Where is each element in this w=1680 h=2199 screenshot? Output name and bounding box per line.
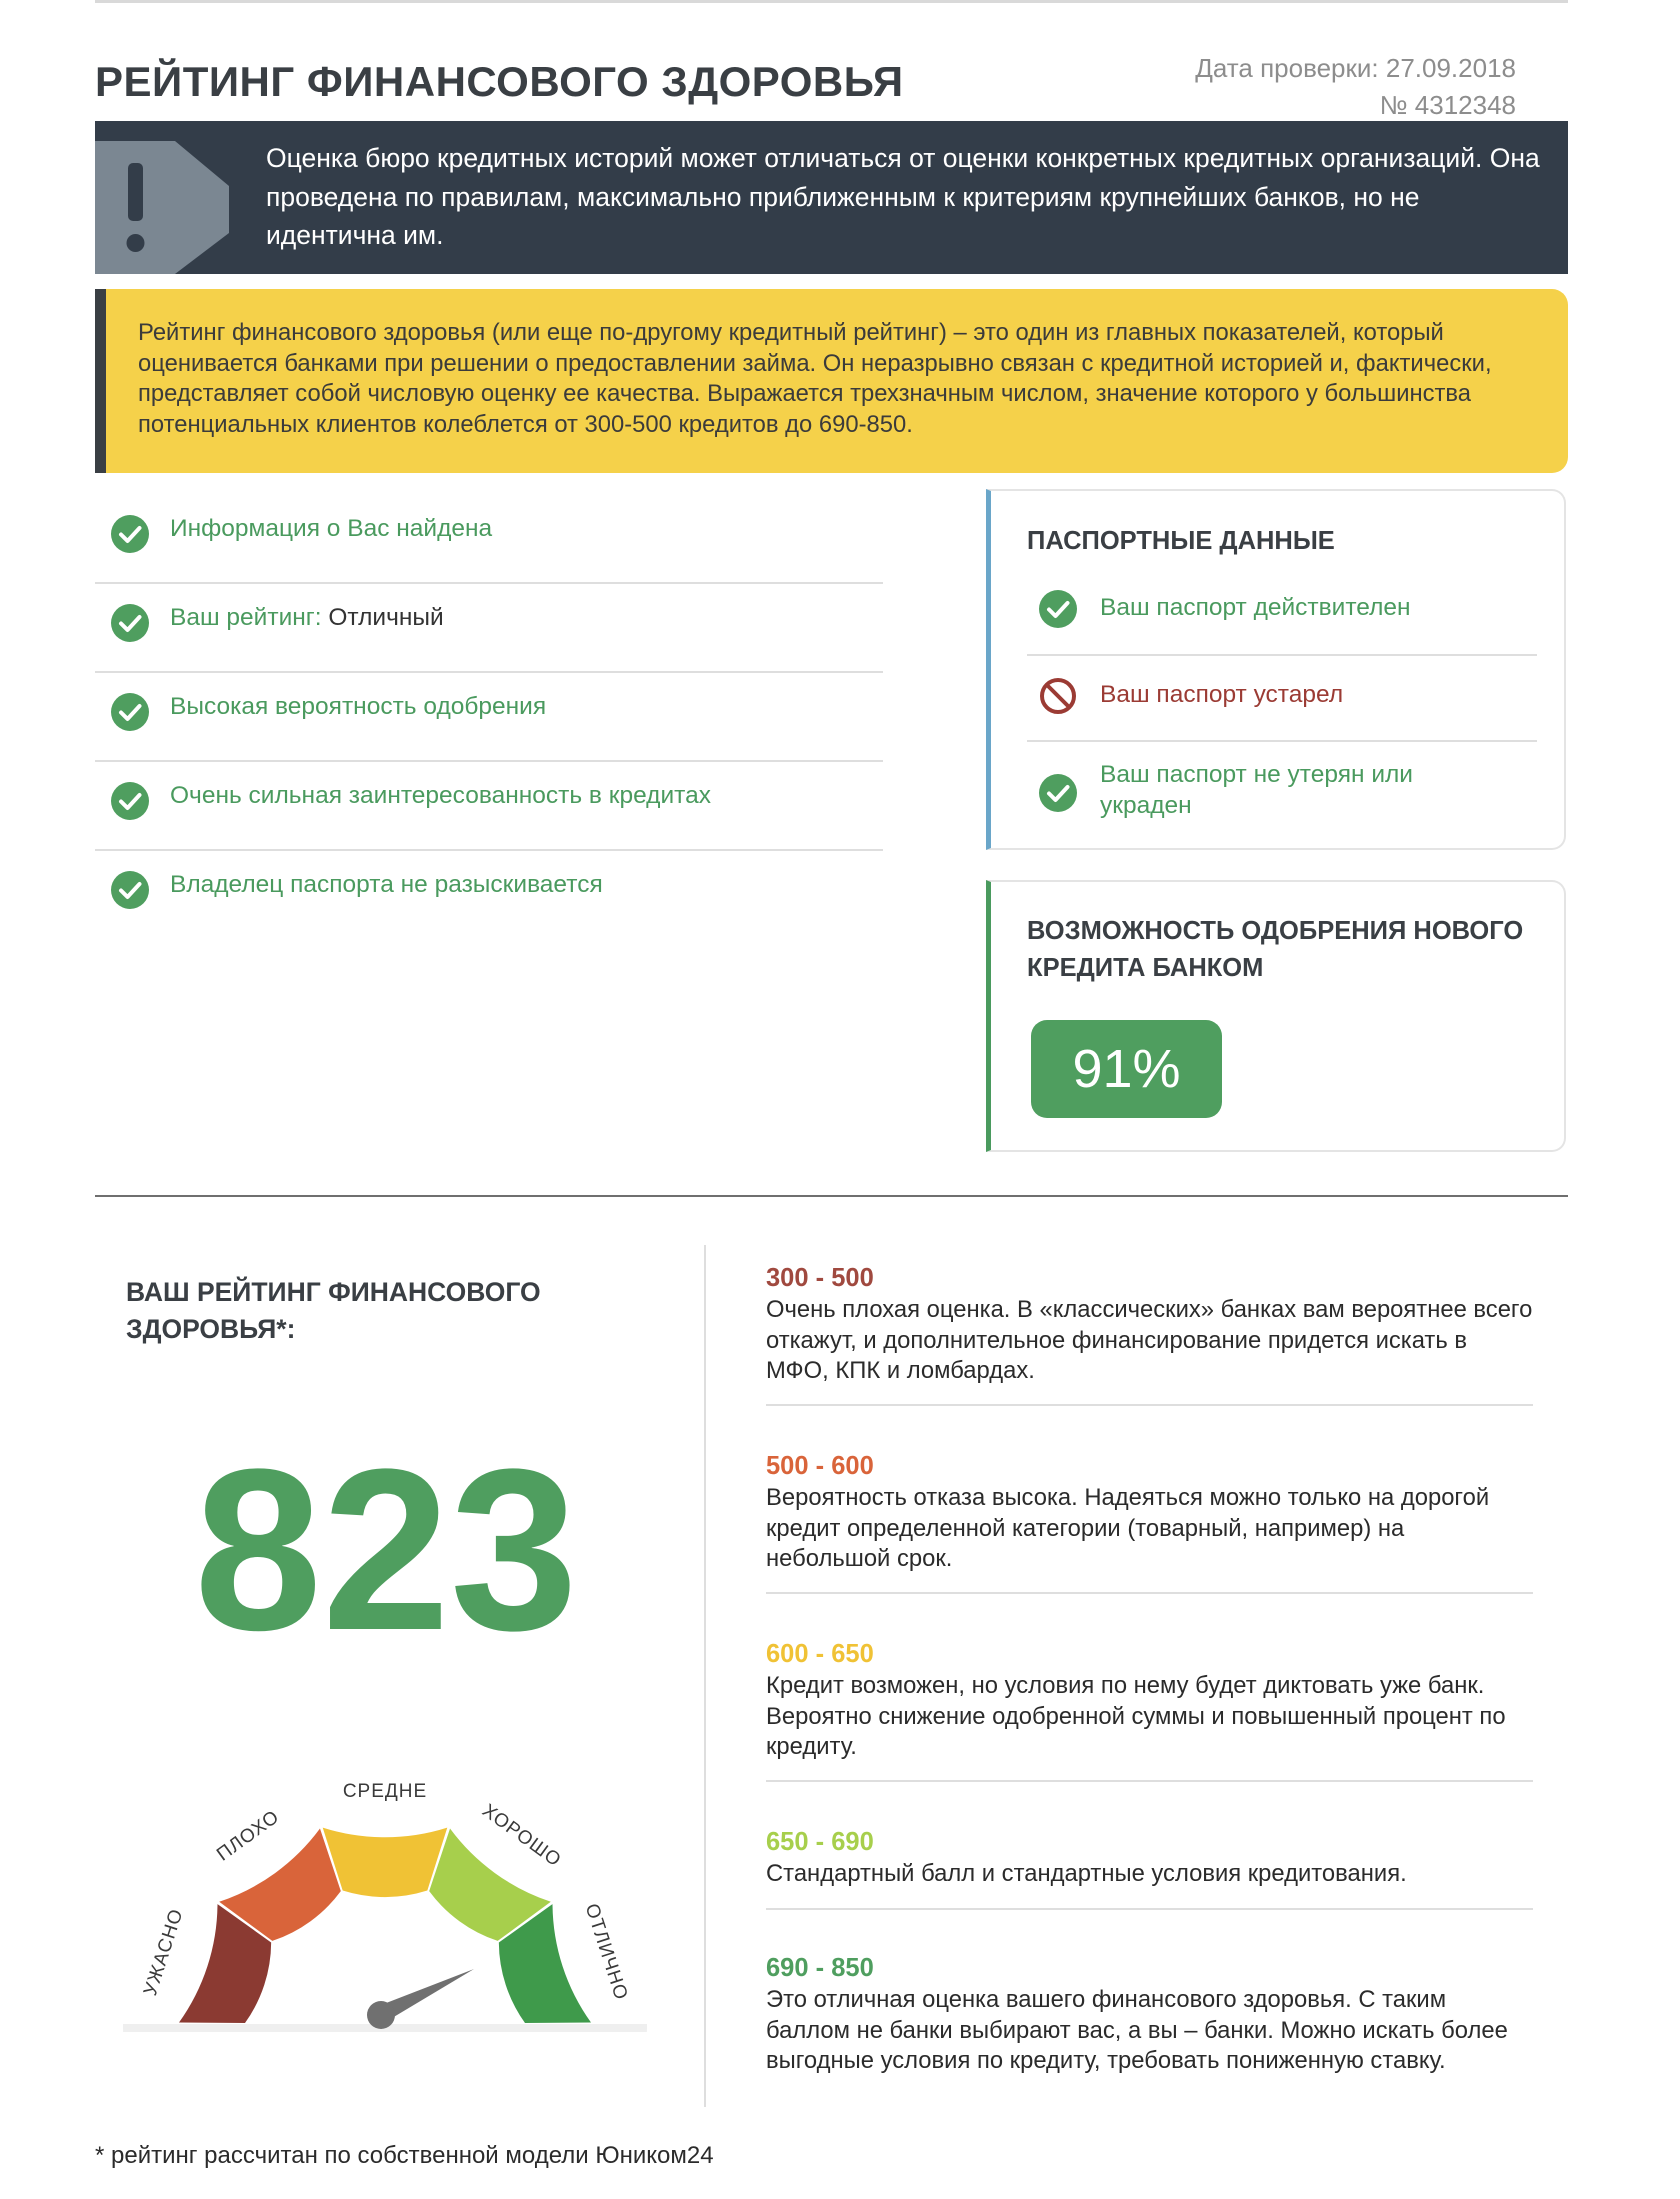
section-divider xyxy=(95,1195,1568,1197)
check-list xyxy=(95,495,883,938)
list-item xyxy=(95,762,883,851)
range-label: 300 - 500 xyxy=(766,1264,874,1292)
rating-value: Отличный xyxy=(321,604,444,631)
gauge-label: ОТЛИЧНО xyxy=(580,1901,632,2004)
rating-gauge xyxy=(120,1762,650,2032)
gauge-label: УЖАСНО xyxy=(139,1906,188,1999)
check-circle-icon xyxy=(110,692,150,732)
divider xyxy=(1027,654,1537,656)
list-item xyxy=(95,673,883,762)
footnote: * рейтинг рассчитан по собственной модели Юником24 xyxy=(95,2142,714,2169)
check-circle-icon xyxy=(110,603,150,643)
check-circle-icon xyxy=(110,514,150,554)
check-label: Ваш рейтинг: Отличный xyxy=(170,604,444,631)
gauge-label: ХОРОШО xyxy=(478,1800,566,1872)
rating-score: 823 xyxy=(194,1421,578,1678)
divider xyxy=(766,1404,1533,1406)
range-label: 600 - 650 xyxy=(766,1640,874,1668)
range-label: 500 - 600 xyxy=(766,1452,874,1480)
approval-percent: 91% xyxy=(1031,1020,1222,1118)
check-circle-icon xyxy=(1038,773,1078,813)
passport-status-text: Ваш паспорт устарел xyxy=(1100,681,1344,708)
column-divider xyxy=(704,1245,706,2107)
warning-text: Оценка бюро кредитных историй может отличаться от оценки конкретных кредитных организаций. Она проведена по правилам, максимально приближенным к критериям крупнейших банков, но не идентична им. xyxy=(266,143,1540,250)
page-title: РЕЙТИНГ ФИНАНСОВОГО ЗДОРОВЬЯ xyxy=(95,58,904,105)
passport-status-text: Ваш паспорт не утерян или украден xyxy=(1100,761,1413,819)
divider xyxy=(766,1908,1533,1910)
passport-card xyxy=(986,489,1566,850)
gauge-label: СРЕДНЕ xyxy=(342,1781,428,1803)
range-item xyxy=(766,1638,1533,1763)
exclamation-octagon-icon xyxy=(95,141,229,274)
check-circle-icon xyxy=(1038,589,1078,629)
list-item xyxy=(95,851,883,938)
check-date: Дата проверки: 27.09.2018 xyxy=(1195,53,1516,83)
list-item xyxy=(95,584,883,673)
check-label: Информация о Вас найдена xyxy=(170,515,493,542)
range-item xyxy=(766,1826,1533,1890)
approval-title: ВОЗМОЖНОСТЬ ОДОБРЕНИЯ НОВОГО КРЕДИТА БАНКОМ xyxy=(1027,917,1524,982)
gauge-segment xyxy=(323,1828,448,1897)
check-label: Высокая вероятность одобрения xyxy=(170,693,547,720)
range-description: Стандартный балл и стандартные условия кредитования. xyxy=(766,1860,1407,1887)
range-item xyxy=(766,1952,1533,2077)
divider xyxy=(1027,740,1537,742)
report-meta xyxy=(1195,50,1516,124)
range-description: Очень плохая оценка. В «классических» банках вам вероятнее всего откажут, и дополнительное финансирование придется искать в МФО, КПК и ломбардах. xyxy=(766,1296,1533,1385)
range-item xyxy=(766,1262,1533,1387)
report-number: № 4312348 xyxy=(1379,90,1516,120)
range-description: Кредит возможен, но условия по нему будет диктовать уже банк. Вероятно снижение одобренной суммы и повышенный процент по кредиту. xyxy=(766,1672,1506,1761)
info-text: Рейтинг финансового здоровья (или еще по-другому кредитный рейтинг) – это один из главных показателей, который оценивается банками при решении о предоставлении займа. Он неразрывно связан с кредитной историей и, фактически, представляет собой числовую оценку ее качества. Выражается трехзначным числом, значение которого у большинства потенциальных клиентов колеблется от 300-500 кредитов до 690-850. xyxy=(138,319,1492,438)
range-description: Это отличная оценка вашего финансового здоровья. С таким баллом не банки выбирают вас, а вы – банки. Можно искать более выгодные условия по кредиту, требовать пониженную ставку. xyxy=(766,1986,1508,2075)
warning-banner xyxy=(95,121,1568,274)
check-label: Владелец паспорта не разыскивается xyxy=(170,871,603,898)
check-circle-icon xyxy=(110,870,150,910)
top-divider xyxy=(95,0,1568,3)
gauge-needle xyxy=(367,1969,474,2029)
range-item xyxy=(766,1450,1533,1575)
info-banner xyxy=(95,289,1568,473)
approval-card xyxy=(986,880,1566,1152)
forbidden-icon xyxy=(1038,676,1078,716)
list-item xyxy=(95,495,883,584)
divider xyxy=(766,1780,1533,1782)
divider xyxy=(766,1592,1533,1594)
check-label: Очень сильная заинтересованность в кредитах xyxy=(170,782,711,809)
check-circle-icon xyxy=(110,781,150,821)
passport-status-text: Ваш паспорт действителен xyxy=(1100,594,1411,621)
range-description: Вероятность отказа высока. Надеяться можно только на дорогой кредит определенной категории (товарный, например) на небольшой срок. xyxy=(766,1484,1490,1573)
passport-title: ПАСПОРТНЫЕ ДАННЫЕ xyxy=(1027,527,1335,555)
gauge-label: ПЛОХО xyxy=(213,1806,284,1866)
range-label: 690 - 850 xyxy=(766,1954,874,1982)
rating-title: ВАШ РЕЙТИНГ ФИНАНСОВОГО ЗДОРОВЬЯ*: xyxy=(126,1277,541,1344)
range-label: 650 - 690 xyxy=(766,1828,874,1856)
